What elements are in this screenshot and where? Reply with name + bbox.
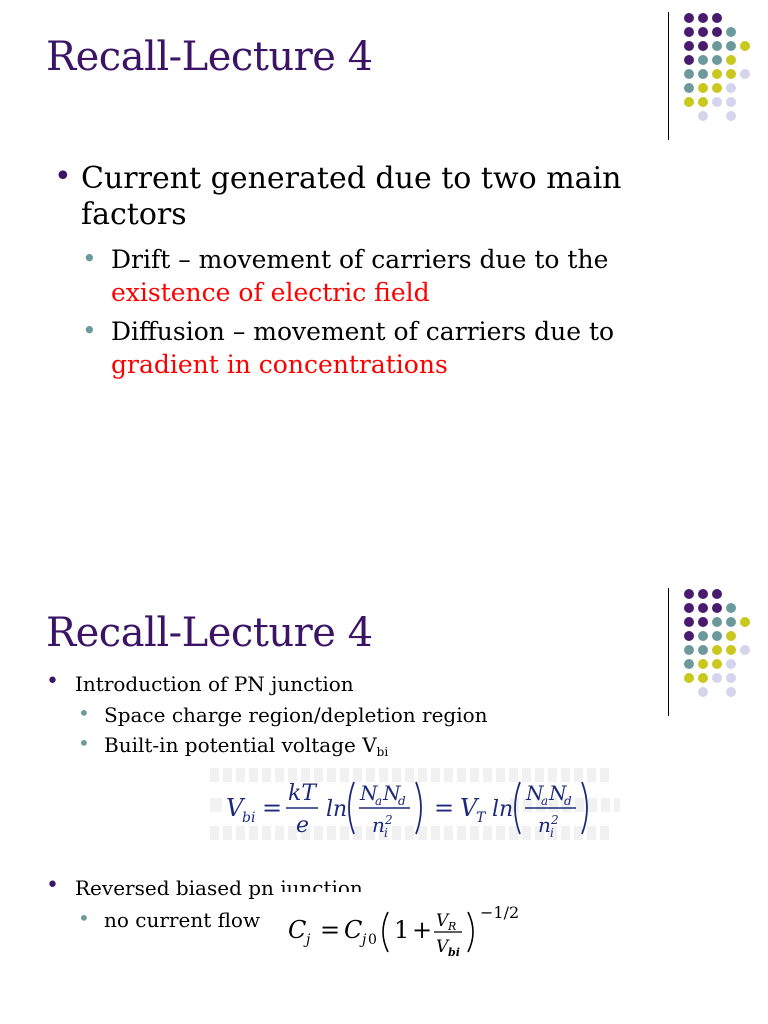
- svg-text:−1/2: −1/2: [480, 903, 520, 922]
- subscript-text: bi: [376, 745, 389, 759]
- svg-text:N: N: [549, 781, 567, 805]
- svg-text:N: N: [360, 781, 378, 805]
- bullet-text: Built-in potential voltage V: [104, 733, 377, 757]
- svg-text:2: 2: [551, 813, 559, 827]
- bullet-text-line: factors: [81, 197, 187, 232]
- svg-text:=: =: [262, 794, 283, 822]
- bullet-text: no current flow: [104, 908, 261, 932]
- svg-text:N: N: [526, 781, 544, 805]
- svg-text:C: C: [344, 916, 363, 944]
- bullet-text-line: Current generated due to two main: [81, 161, 622, 196]
- bullet-marker: •: [82, 244, 97, 273]
- svg-text:T: T: [476, 810, 486, 826]
- svg-text:V: V: [226, 794, 244, 822]
- svg-text:V: V: [436, 911, 449, 931]
- bullet-no-current: [78, 906, 261, 933]
- decorative-divider: [668, 588, 669, 716]
- bullet-text-line: Drift – movement of carriers due to the: [111, 245, 609, 274]
- bullet-marker: •: [54, 159, 72, 194]
- svg-text:kT: kT: [288, 781, 317, 806]
- bullet-current-generated: [54, 159, 622, 233]
- svg-text:2: 2: [385, 813, 393, 827]
- svg-text:n: n: [538, 813, 551, 837]
- svg-text:bi: bi: [448, 946, 460, 958]
- bullet-pn-junction-intro: [46, 669, 354, 697]
- bullet-space-charge: [78, 701, 488, 728]
- svg-text:i: i: [550, 826, 554, 840]
- builtin-potential-equation: [222, 774, 612, 840]
- svg-text:i: i: [384, 826, 388, 840]
- svg-text:e: e: [296, 813, 310, 838]
- decorative-divider: [668, 12, 669, 140]
- svg-text:1: 1: [394, 916, 410, 944]
- svg-text:R: R: [448, 920, 457, 933]
- bullet-text: Space charge region/depletion region: [104, 703, 488, 727]
- highlight-text: existence of electric field: [111, 278, 430, 307]
- svg-text:d: d: [398, 794, 406, 808]
- svg-text:V: V: [436, 937, 449, 957]
- svg-text:N: N: [383, 781, 401, 805]
- svg-text:a: a: [541, 794, 549, 808]
- svg-text:n: n: [372, 813, 385, 837]
- highlight-text: gradient in concentrations: [111, 350, 448, 379]
- svg-text:V: V: [460, 794, 478, 822]
- bullet-marker: •: [78, 731, 90, 755]
- svg-text:+: +: [412, 916, 433, 944]
- bullet-marker: •: [46, 873, 59, 898]
- svg-text:bi: bi: [242, 810, 256, 826]
- svg-text:j: j: [362, 932, 367, 948]
- slide-title: Recall-Lecture 4: [46, 34, 373, 80]
- svg-text:ln: ln: [492, 797, 514, 822]
- bullet-diffusion: [82, 315, 615, 381]
- bullet-marker: •: [78, 701, 90, 725]
- svg-text:0: 0: [368, 932, 377, 948]
- slide-title: Recall-Lecture 4: [46, 610, 373, 656]
- svg-text:a: a: [375, 794, 383, 808]
- svg-text:d: d: [564, 794, 572, 808]
- bullet-text: Introduction of PN junction: [75, 672, 354, 696]
- svg-text:=: =: [320, 916, 341, 944]
- bullet-marker: •: [78, 906, 90, 930]
- bullet-marker: •: [82, 316, 97, 345]
- bullet-drift: [82, 243, 609, 309]
- svg-text:=: =: [434, 794, 455, 822]
- bullet-text-line: Diffusion – movement of carriers due to: [111, 317, 615, 346]
- slide-2: [0, 512, 768, 1024]
- svg-text:j: j: [306, 932, 311, 948]
- svg-text:ln: ln: [326, 797, 348, 822]
- svg-text:C: C: [288, 916, 307, 944]
- bullet-marker: •: [46, 669, 59, 694]
- bullet-builtin-potential: [78, 731, 389, 765]
- bullet-text: Reversed biased pn junction: [75, 876, 363, 900]
- junction-capacitance-equation: [276, 892, 534, 958]
